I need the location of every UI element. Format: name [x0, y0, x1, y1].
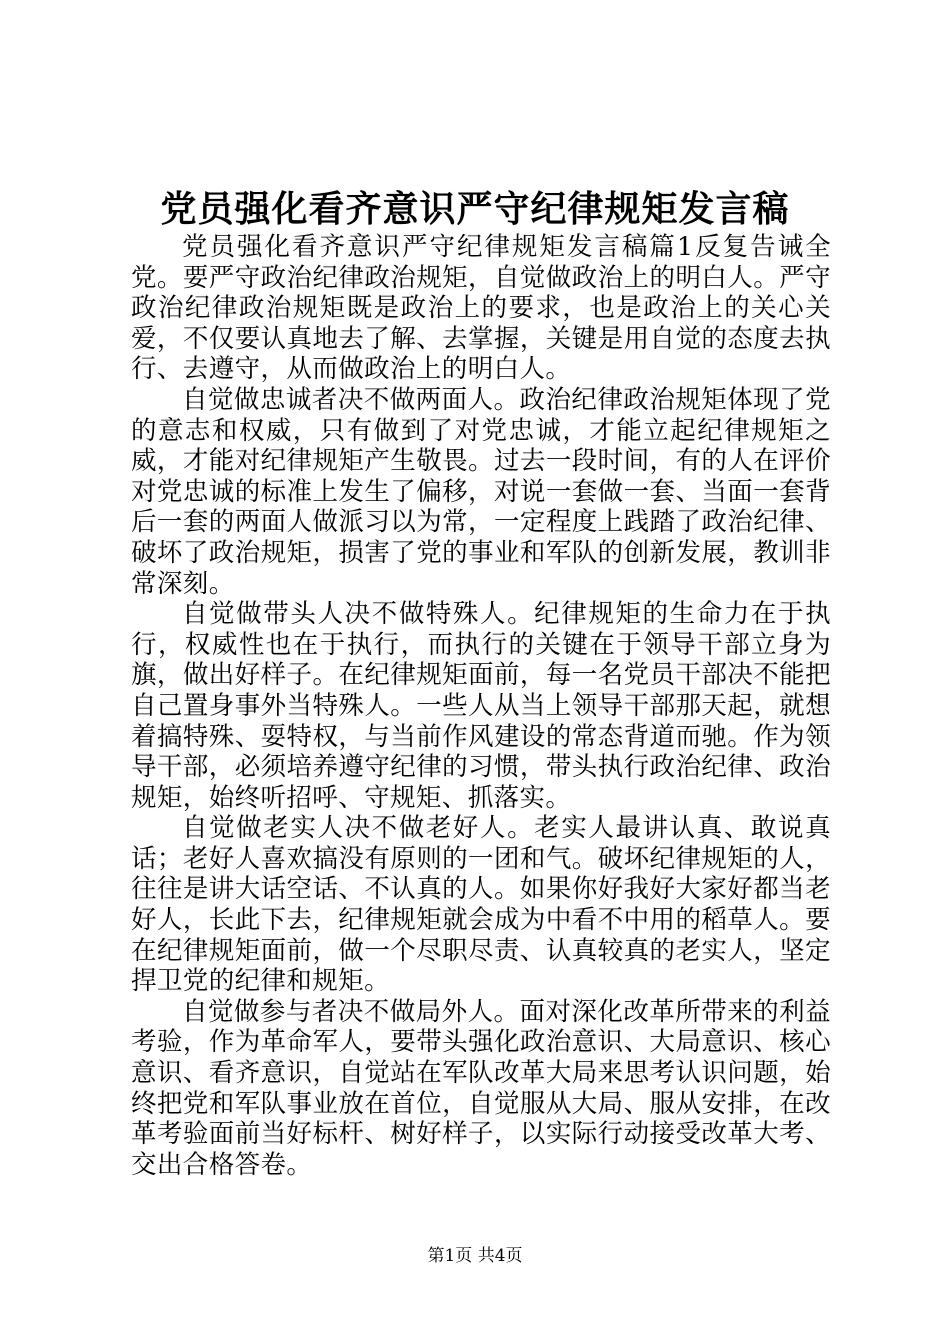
paragraph-4: 自觉做老实人决不做老好人。老实人最讲认真、敢说真话；老好人喜欢搞没有原则的一团和气。破坏纪律规矩的人，往往是讲大话空话、不认真的人。如果你好我好大家好都当老好人，长此下去，纪律规矩就会成为中看不中用的稻草人。要在纪律规矩面前，做一个尽职尽责、认真较真的老实人，坚定捍卫党的纪律和规矩。 — [131, 813, 831, 997]
paragraph-2: 自觉做忠诚者决不做两面人。政治纪律政治规矩体现了党的意志和权威，只有做到了对党忠诚，才能立起纪律规矩之威，才能对纪律规矩产生敬畏。过去一段时间，有的人在评价对党忠诚的标准上发生了偏移，对说一套做一套、当面一套背后一套的两面人做派习以为常，一定程度上践踏了政治纪律、破坏了政治规矩，损害了党的事业和军队的创新发展，教训非常深刻。 — [131, 384, 831, 599]
document-title: 党员强化看齐意识严守纪律规矩发言稿 — [160, 188, 790, 230]
paragraph-5: 自觉做参与者决不做局外人。面对深化改革所带来的利益考验，作为革命军人，要带头强化政治意识、大局意识、核心意识、看齐意识，自觉站在军队改革大局来思考认识问题，始终把党和军队事业放在首位，自觉服从大局、服从安排，在改革考验面前当好标杆、树好样子，以实际行动接受改革大考、交出合格答卷。 — [131, 996, 831, 1180]
paragraph-3: 自觉做带头人决不做特殊人。纪律规矩的生命力在于执行，权威性也在于执行，而执行的关键在于领导干部立身为旗，做出好样子。在纪律规矩面前，每一名党员干部决不能把自己置身事外当特殊人。一些人从当上领导干部那天起，就想着搞特殊、耍特权，与当前作风建设的常态背道而驰。作为领导干部，必须培养遵守纪律的习惯，带头执行政治纪律、政治规矩，始终听招呼、守规矩、抓落实。 — [131, 599, 831, 813]
paragraph-1: 党员强化看齐意识严守纪律规矩发言稿篇1反复告诫全党。要严守政治纪律政治规矩，自觉做政治上的明白人。严守政治纪律政治规矩既是政治上的要求，也是政治上的关心关爱，不仅要认真地去了解、去掌握，关键是用自觉的态度去执行、去遵守，从而做政治上的明白人。 — [131, 232, 831, 385]
page-number-footer: 第1页 共4页 — [427, 1246, 523, 1266]
document-body — [131, 232, 831, 1180]
